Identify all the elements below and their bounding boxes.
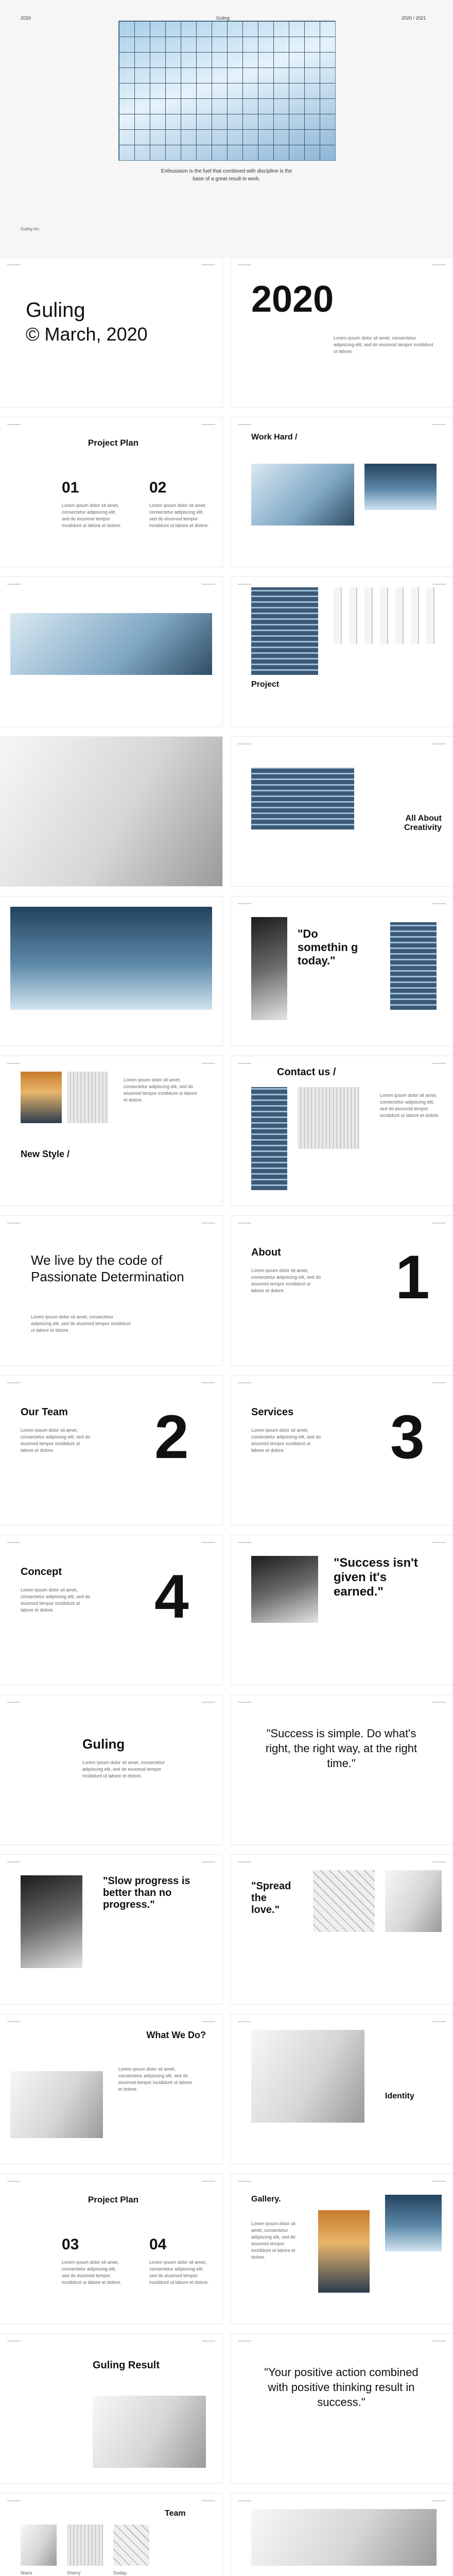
slide-year-number: 2020 (251, 279, 334, 320)
what-we-do-heading: What We Do? (146, 2030, 206, 2040)
slide-work-hard (231, 417, 453, 567)
spread-love-quote: "Spread the love." (251, 1880, 291, 1916)
slide-what-we-do (0, 2014, 222, 2164)
slide-code (0, 1216, 222, 1365)
slide-title (0, 258, 222, 407)
team-photo-2 (67, 2524, 103, 2566)
gallery-heading: Gallery. (251, 2195, 281, 2204)
contact-image (251, 1087, 287, 1190)
slide-concept (0, 1535, 222, 1685)
plan-number-01: 01 (62, 479, 79, 496)
slide-project (231, 577, 453, 726)
slide-identity (231, 2014, 453, 2164)
arch-banner-image (10, 613, 212, 675)
slide-team (0, 2494, 222, 2576)
what-we-do-image (10, 2071, 103, 2138)
concept-number: 4 (154, 1562, 189, 1631)
positive-action-quote: "Your positive action combined with positive thinking result in success." (264, 2366, 419, 2409)
project-heading: Project (251, 680, 280, 689)
concept-heading: Concept (21, 1566, 62, 1578)
spread-love-image-2 (385, 1870, 442, 1932)
team-name-1: Mario (21, 2570, 32, 2575)
services-heading: Services (251, 1406, 294, 1418)
cover-meta-right: 2020 / 2021 (402, 15, 426, 21)
plan-text-1: Lorem ipsum dolor sit amet, consectetur adipiscing elit, sed do eiusmod tempor incididunt ut labore et dolore. (62, 503, 121, 528)
curve-image (251, 2509, 437, 2566)
team-heading: Team (165, 2509, 186, 2518)
services-number: 3 (390, 1402, 425, 1471)
project-image (251, 587, 318, 675)
work-image (251, 464, 354, 526)
work-image-2 (364, 464, 437, 510)
team-name-3: Sodap (113, 2570, 127, 2575)
project-plan-heading: Project Plan (88, 438, 139, 448)
slide-project-plan-2 (0, 2174, 222, 2324)
slide-creativity (231, 737, 453, 886)
new-style-heading: New Style / (21, 1149, 70, 1159)
success-simple-quote: "Success is simple. Do what's right, the right way, at the right time." (265, 1727, 417, 1770)
guling-brand-text: Lorem ipsum dolor sit amet, consectetur adipiscing elit, sed do eiusmod tempor incididunt ut labore et dolore. (82, 1760, 165, 1778)
plan-number-03: 03 (62, 2236, 79, 2253)
about-text: Lorem ipsum dolor sit amet, consectetur adipiscing elit, sed do eiusmod tempor incididunt ut labore et dolore. (251, 1268, 321, 1293)
slow-progress-image (21, 1875, 82, 1968)
guling-brand-heading: Guling (82, 1736, 125, 1752)
slide-white-building (0, 737, 222, 886)
slide-about (231, 1216, 453, 1365)
code-text: Lorem ipsum dolor sit amet, consectetur adipiscing elit, sed do eiusmod tempor incididunt ut labore et dolore. (31, 1314, 131, 1333)
gallery-image-2 (385, 2195, 442, 2251)
cover-meta-center: Guling (216, 15, 230, 21)
success-earned-quote: "Success isn't given it's earned." (334, 1556, 418, 1599)
new-style-text: Lorem ipsum dolor sit amet, consectetur adipiscing elit, sed do eiusmod tempor incididunt ut labore et dolore. (124, 1077, 197, 1103)
slide-our-team (0, 1376, 222, 1525)
slide-year (231, 258, 453, 407)
plan-text-3: Lorem ipsum dolor sit amet, consectetur adipiscing elit, sed do eiusmod tempor incididunt ut labore et dolore. (62, 2260, 121, 2285)
our-team-number: 2 (154, 1402, 189, 1471)
guling-result-heading: Guling Result (93, 2360, 160, 2371)
do-something-image-2 (390, 922, 437, 1010)
cover-blurb: Enthusiasm is the fuel that combined with discipline is the base of a great result in work. (161, 168, 292, 182)
slide-title-heading: Guling (26, 299, 85, 321)
glass-facade-image (118, 21, 336, 161)
slide-do-something (231, 896, 453, 1046)
slide-project-plan (0, 417, 222, 567)
slide-new-style (0, 1056, 222, 1206)
project-image-2 (334, 587, 437, 644)
slide-arch-banner (0, 577, 222, 726)
contact-text: Lorem ipsum dolor sit amet, consectetur adipiscing elit, sed do eiusmod tempor incididunt ut labore et dolore. (380, 1093, 440, 1118)
about-heading: About (251, 1247, 281, 1258)
services-text: Lorem ipsum dolor sit amet, consectetur adipiscing elit, sed do eiusmod tempor incididunt ut labore et dolore. (251, 1428, 321, 1453)
success-image (251, 1556, 318, 1623)
slide-success-simple (231, 1695, 453, 1844)
team-photo-1 (21, 2524, 57, 2566)
new-style-image (21, 1072, 62, 1123)
spread-love-image (313, 1870, 375, 1932)
slide-title-sub: © March, 2020 (26, 324, 148, 345)
slow-progress-quote: "Slow progress is better than no progress." (103, 1875, 190, 1910)
project-plan-2-heading: Project Plan (88, 2195, 139, 2205)
plan-number-02: 02 (149, 479, 167, 496)
slide-success-earned (231, 1535, 453, 1685)
new-style-image-2 (67, 1072, 108, 1123)
slide-gallery (231, 2174, 453, 2324)
plan-number-04: 04 (149, 2236, 167, 2253)
team-photo-3 (113, 2524, 149, 2566)
tower-image (10, 907, 212, 1010)
contact-heading: Contact us / (277, 1066, 336, 1078)
identity-heading: Identity (385, 2092, 414, 2100)
plan-text-4: Lorem ipsum dolor sit amet, consectetur adipiscing elit, sed do eiusmod tempor incididunt ut labore et dolore. (149, 2260, 209, 2285)
guling-result-image (93, 2396, 206, 2468)
contact-image-2 (298, 1087, 359, 1149)
slide-curve (231, 2494, 453, 2576)
what-we-do-text: Lorem ipsum dolor sit amet, consectetur adipiscing elit, sed do eiusmod tempor incididunt ut labore et dolore. (118, 2066, 192, 2092)
cover-meta-left: 2020 (21, 15, 31, 21)
slide-services (231, 1376, 453, 1525)
creativity-heading: All About Creativity (404, 814, 442, 832)
slide-year-text: Lorem ipsum dolor sit amet, consectetur adipiscing elit, sed do eiusmod tempor incididunt ut labore. (334, 335, 433, 354)
slide-guling-brand (0, 1695, 222, 1844)
do-something-image (251, 917, 287, 1020)
slide-slow-progress (0, 1855, 222, 2004)
code-heading: We live by the code of Passionate Determination (31, 1252, 184, 1284)
our-team-heading: Our Team (21, 1406, 68, 1418)
team-name-2: Sherry (67, 2570, 81, 2575)
cover-footer: Guling Inc. (21, 227, 41, 231)
white-building-image (0, 737, 222, 886)
about-number: 1 (395, 1243, 430, 1312)
slide-spread-love (231, 1855, 453, 2004)
gallery-image (318, 2210, 370, 2293)
slide-contact (231, 1056, 453, 1206)
identity-image (251, 2030, 364, 2123)
do-something-quote: "Do somethin g today." (298, 927, 358, 967)
gallery-text: Lorem ipsum dolor sit amet, consectetur adipiscing elit, sed do eiusmod tempor incididunt ut labore et dolore. (251, 2221, 296, 2260)
plan-text-2: Lorem ipsum dolor sit amet, consectetur adipiscing elit, sed do eiusmod tempor incididunt ut labore et dolore. (149, 503, 209, 528)
slide-tower (0, 896, 222, 1046)
slide-positive-action (231, 2334, 453, 2483)
slide-guling-result (0, 2334, 222, 2483)
concept-text: Lorem ipsum dolor sit amet, consectetur adipiscing elit, sed do eiusmod tempor incididunt ut labore et dolore. (21, 1587, 91, 1613)
creativity-image (251, 768, 354, 829)
our-team-text: Lorem ipsum dolor sit amet, consectetur adipiscing elit, sed do eiusmod tempor incididunt ut labore et dolore. (21, 1428, 91, 1453)
cover-slide (0, 0, 453, 258)
work-hard-heading: Work Hard / (251, 433, 298, 442)
